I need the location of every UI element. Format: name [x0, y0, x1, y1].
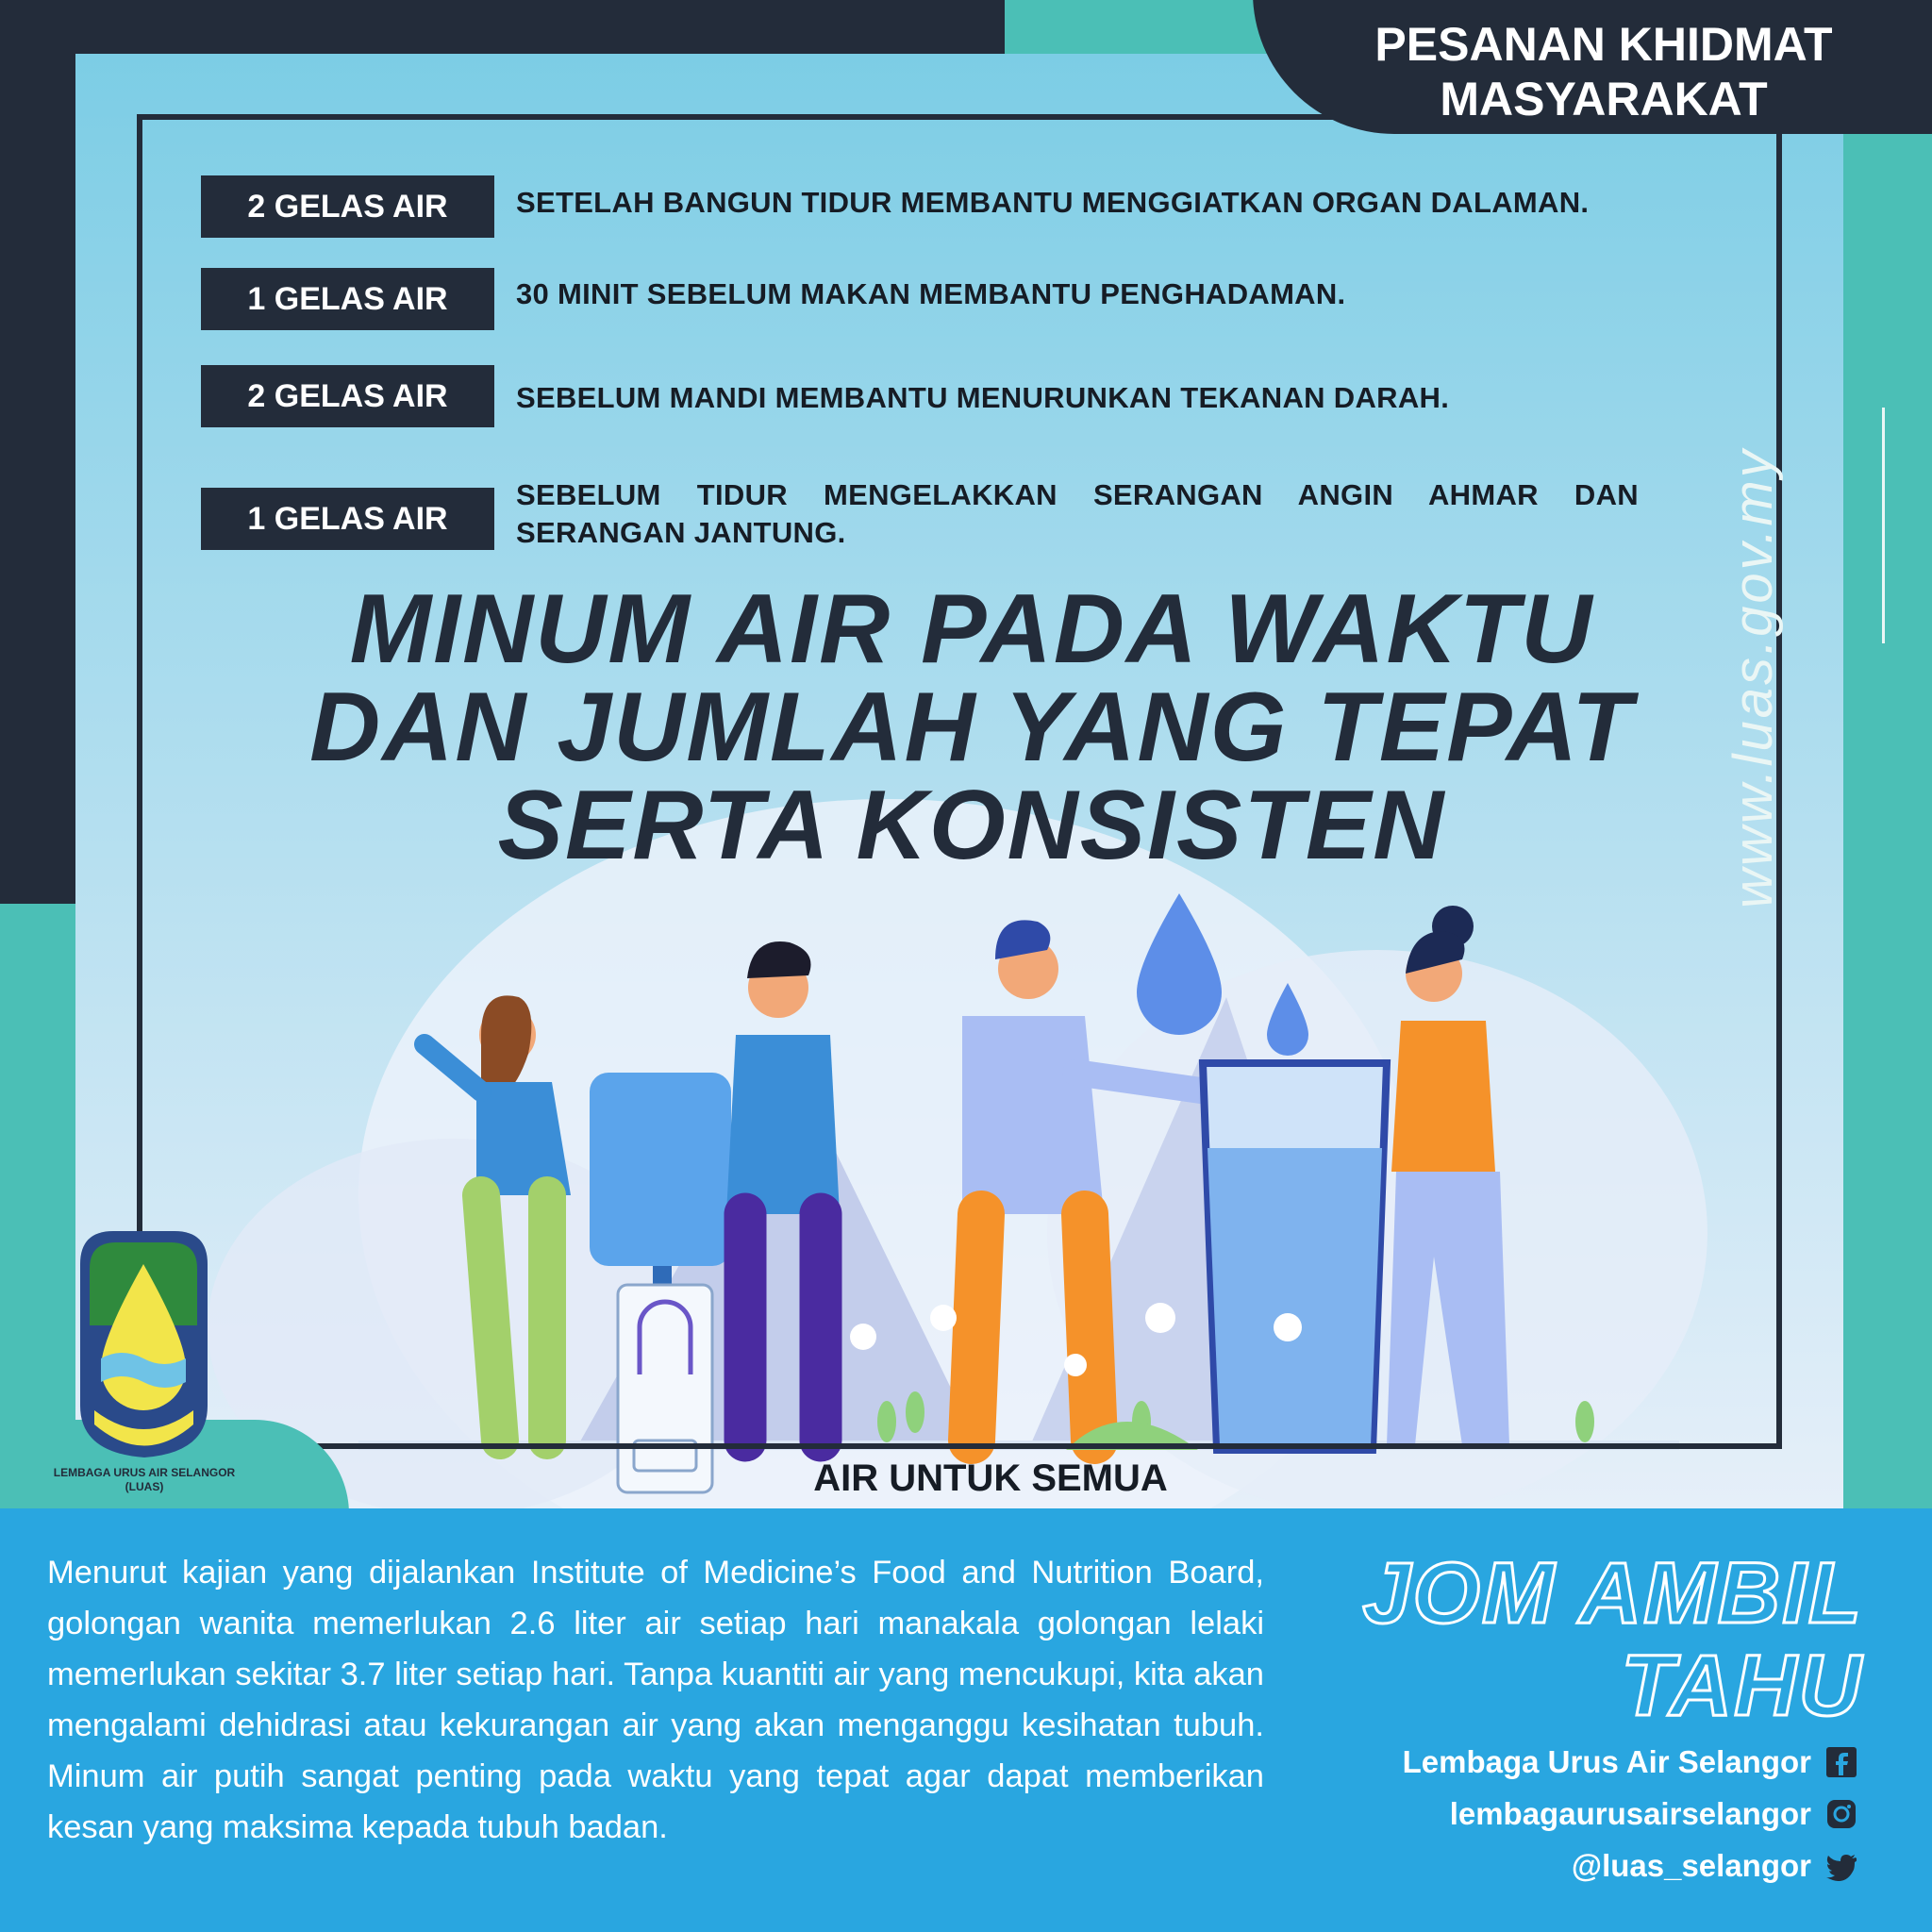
social-facebook[interactable] — [1403, 1738, 1857, 1787]
logo-caption — [36, 1466, 253, 1494]
social-instagram[interactable] — [1450, 1790, 1857, 1839]
headline-line-1: MINUM AIR PADA WAKTU — [349, 575, 1594, 684]
luas-logo-icon — [71, 1226, 217, 1462]
twitter-handle: @luas_selangor — [1571, 1848, 1811, 1883]
url-divider — [1882, 408, 1885, 643]
facebook-icon — [1826, 1747, 1857, 1777]
instagram-handle: lembagaurusairselangor — [1449, 1796, 1811, 1831]
logo-caption-line-2: (LUAS) — [125, 1480, 164, 1493]
jom-line-1: JOM AMBIL — [1362, 1545, 1863, 1641]
jom-line-2: TAHU — [1621, 1638, 1863, 1734]
tip-label-3: 2 GELAS AIR — [201, 365, 494, 427]
facebook-handle: Lembaga Urus Air Selangor — [1402, 1744, 1811, 1779]
body-paragraph: Menurut kajian yang dijalankan Institute of Medicine’s Food and Nutrition Board, golongan wanita memerlukan 2.6 liter air setiap hari manakala golongan lelaki memerlukan sekitar 3.7 liter setiap hari. Tanpa kuantiti air yang mencukupi, kita akan mengalami dehidrasi atau kekurangan air yang akan menganggu kesihatan tubuh. Minum air putih sangat penting pada waktu yang tepat agar dapat memberikan kesan yang maksima kepada tubuh badan. — [47, 1555, 1264, 1845]
headline-line-2: DAN JUMLAH YANG TEPAT — [309, 673, 1634, 782]
slogan: AIR UNTUK SEMUA — [813, 1457, 1168, 1499]
tip-text-2: 30 MINIT SEBELUM MAKAN MEMBANTU PENGHADAMAN. — [516, 277, 1346, 310]
tip-label-1: 2 GELAS AIR — [201, 175, 494, 238]
website-url[interactable]: www.luas.gov.my — [1723, 447, 1784, 908]
instagram-icon — [1826, 1799, 1857, 1829]
headline-line-3: SERTA KONSISTEN — [497, 771, 1446, 880]
tip-text-4: SEBELUM TIDUR MENGELAKKAN SERANGAN ANGIN AHMAR DAN SERANGAN JANTUNG. — [516, 478, 1639, 549]
tip-text-3: SEBELUM MANDI MEMBANTU MENURUNKAN TEKANAN DARAH. — [516, 381, 1450, 414]
tip-label-2: 1 GELAS AIR — [201, 268, 494, 330]
jom-ambil-tahu — [1321, 1547, 1863, 1732]
logo-caption-line-1: LEMBAGA URUS AIR SELANGOR — [53, 1466, 236, 1479]
social-twitter[interactable] — [1572, 1841, 1857, 1890]
psa-title: PESANAN KHIDMAT MASYARAKAT — [1374, 18, 1833, 125]
twitter-icon — [1826, 1851, 1857, 1881]
tip-text-1: SETELAH BANGUN TIDUR MEMBANTU MENGGIATKAN ORGAN DALAMAN. — [516, 186, 1590, 219]
tip-label-4: 1 GELAS AIR — [201, 488, 494, 550]
headline — [217, 575, 1726, 880]
